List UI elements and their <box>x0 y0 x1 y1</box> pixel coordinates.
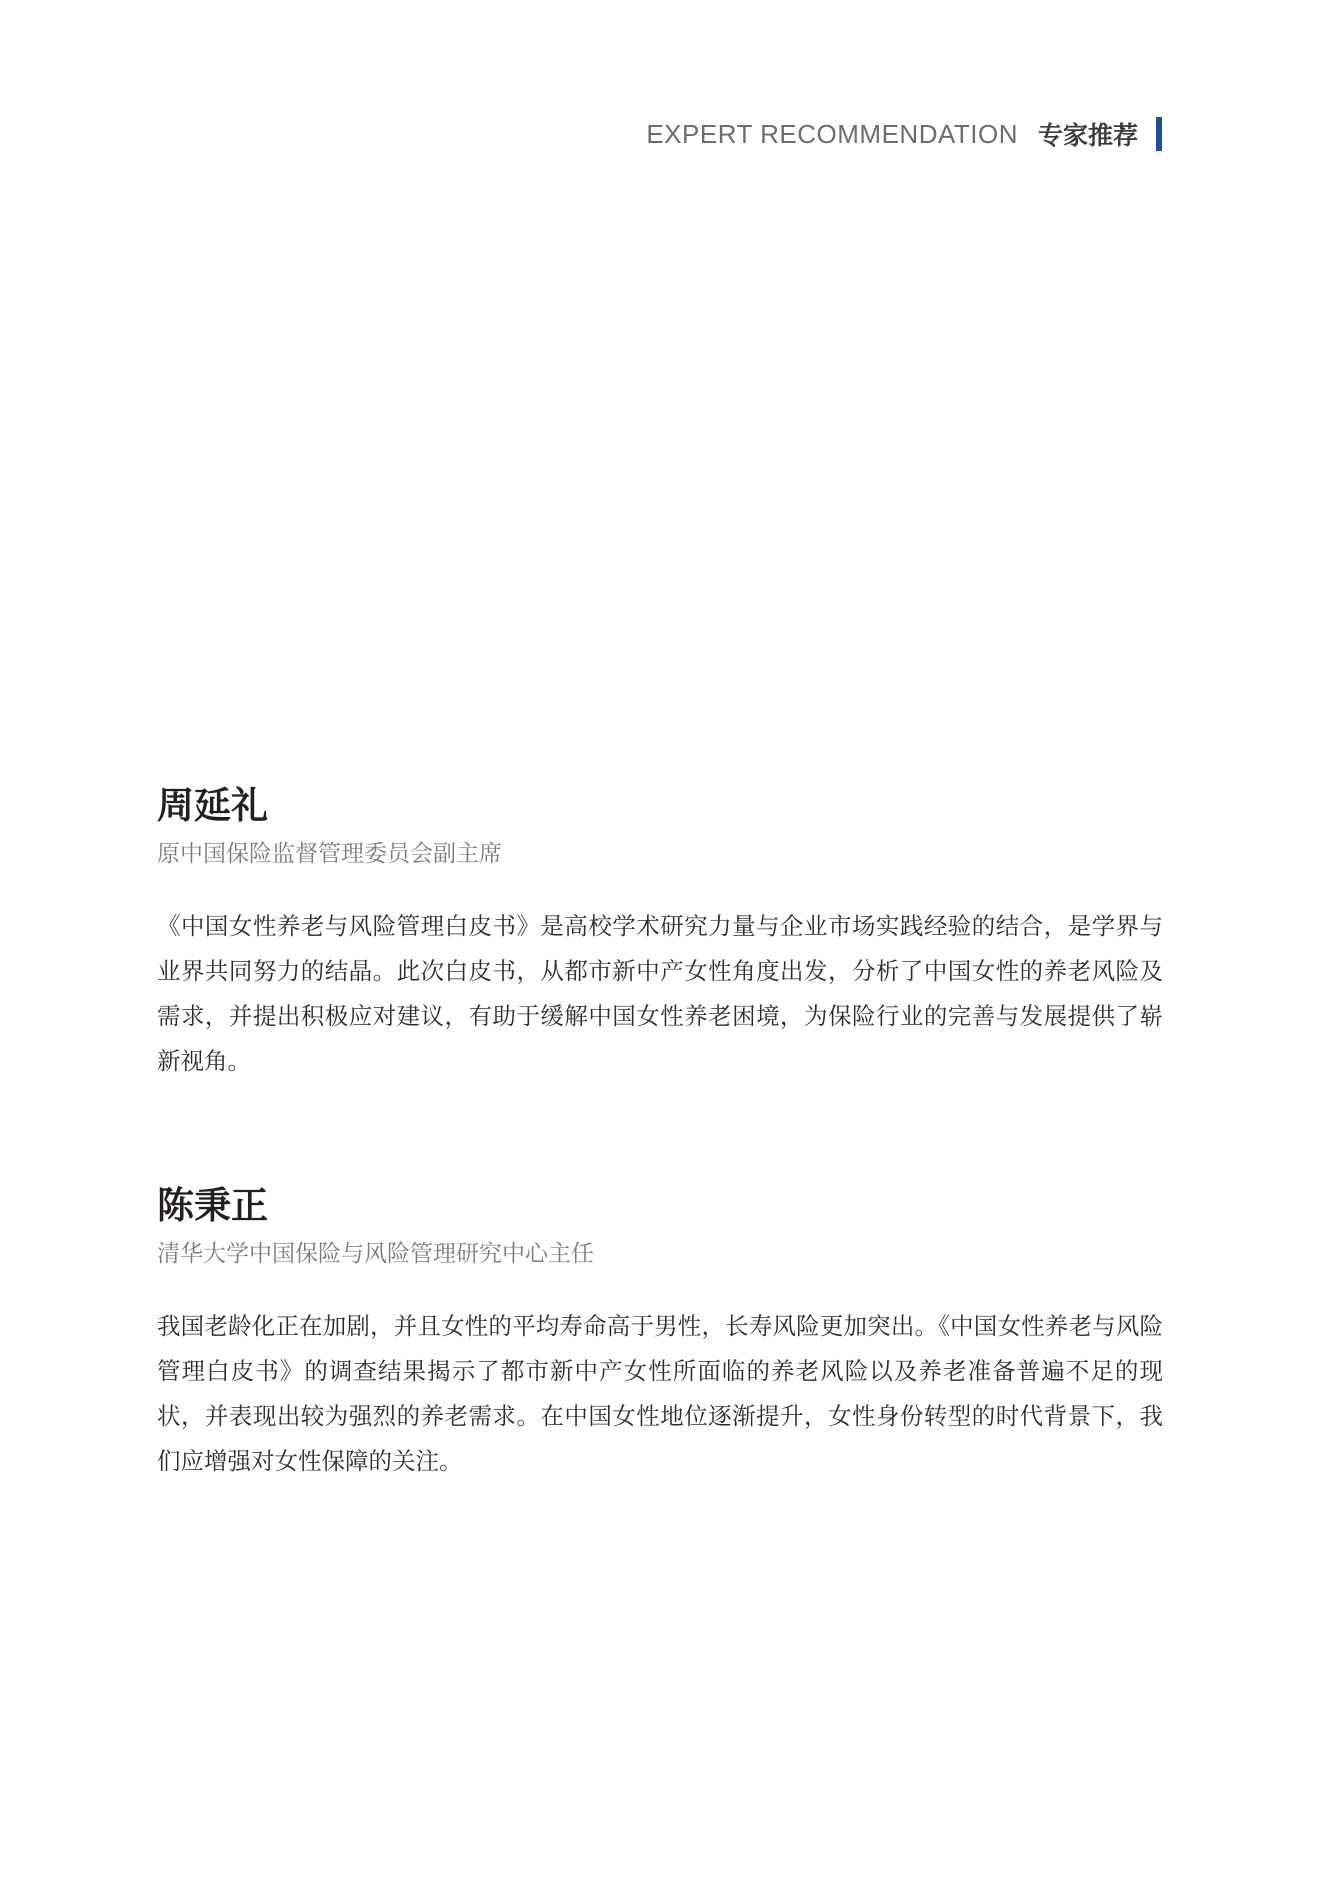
section-title-chinese: 专家推荐 <box>1037 121 1138 150</box>
expert-title: 清华大学中国保险与风险管理研究中心主任 <box>157 1241 594 1267</box>
section-title-english: EXPERT RECOMMENDATION <box>646 118 1018 149</box>
expert-recommendation-text: 《中国女性养老与风险管理白皮书》是高校学术研究力量与企业市场实践经验的结合，是学界与业界共同努力的结晶。此次白皮书，从都市新中产女性角度出发，分析了中国女性的养老风险及需求，并提出积极应对建议，有助于缓解中国女性养老困境，为保险行业的完善与发展提供了崭新视角。 <box>157 912 1163 1075</box>
expert-name: 陈秉正 <box>157 1184 268 1227</box>
page-header <box>646 116 1162 152</box>
expert-entry <box>157 1182 1163 1508</box>
expert-recommendation-text: 我国老龄化正在加剧，并且女性的平均寿命高于男性，长寿风险更加突出。《中国女性养老与风险管理白皮书》的调查结果揭示了都市新中产女性所面临的养老风险以及养老准备普遍不足的现状，并表现出较为强烈的养老需求。在中国女性地位逐渐提升，女性身份转型的时代背景下，我们应增强对女性保障的关注。 <box>157 1312 1163 1475</box>
expert-entry <box>157 782 1163 1108</box>
expert-name: 周延礼 <box>157 784 268 827</box>
accent-bar <box>1156 117 1162 151</box>
expert-title: 原中国保险监督管理委员会副主席 <box>157 841 502 867</box>
